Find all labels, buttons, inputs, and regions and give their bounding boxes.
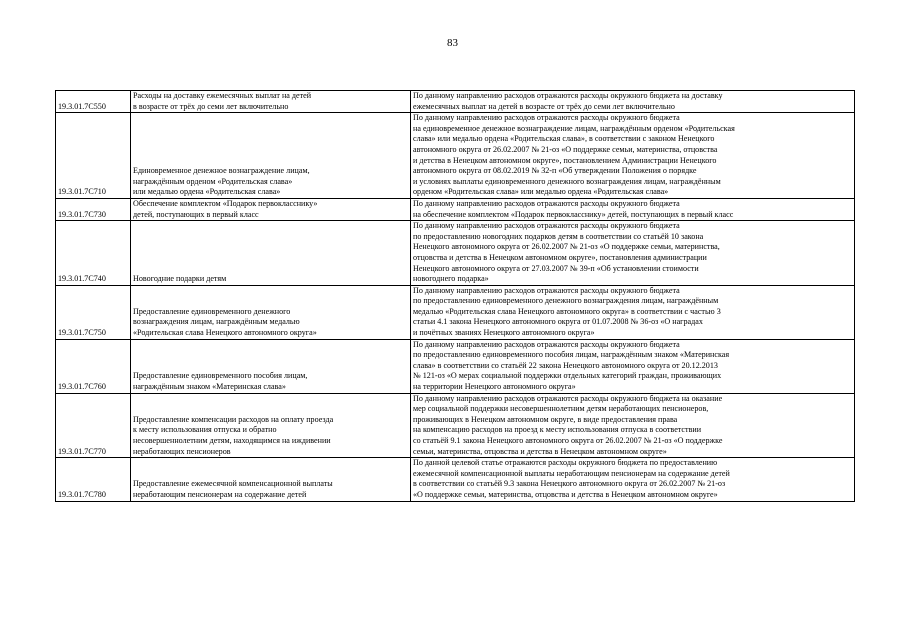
expense-description-line: ежемесячной компенсационной выплаты неработающим пенсионерам на содержание детей — [413, 468, 730, 478]
table-row — [56, 285, 855, 339]
table-row — [56, 91, 855, 113]
expense-description-cell — [411, 91, 855, 113]
table-row — [56, 113, 855, 199]
expense-description-line: на территории Ненецкого автономного округа» — [413, 382, 576, 392]
expense-description-cell — [411, 458, 855, 501]
target-article-code: 19.3.01.7С740 — [56, 221, 131, 286]
expense-description-line: отцовства и детства в Ненецком автономном округе», постановления администрации — [413, 252, 707, 262]
expense-description-line: проживающих в Ненецком автономном округе, в виде предоставления права — [413, 414, 678, 424]
expense-name-line: Предоставление единовременного пособия лицам, — [133, 371, 308, 381]
table-row — [56, 339, 855, 393]
expense-description-line: на единовременное денежное вознаграждение лицам, награждённым орденом «Родительская — [413, 123, 735, 133]
expense-name-line: Новогодние подарки детям — [133, 274, 227, 284]
expense-name-line: к месту использования отпуска и обратно — [133, 425, 277, 435]
expense-description-line: По данному направлению расходов отражаются расходы окружного бюджета — [413, 113, 680, 123]
expense-description-line: «О поддержке семьи, материнства, отцовства и детства в Ненецком автономном округе» — [413, 489, 718, 499]
expense-description-line: в соответствии со статьёй 9.3 закона Ненецкого автономного округа от 26.02.2007 № 21-оз — [413, 479, 726, 489]
expense-name-line: Предоставление ежемесячной компенсационной выплаты — [133, 479, 333, 489]
expense-name-line: Предоставление единовременного денежного — [133, 306, 291, 316]
expense-name-cell — [131, 91, 411, 113]
expense-description-cell — [411, 198, 855, 220]
expense-name-cell — [131, 285, 411, 339]
expense-name-cell — [131, 113, 411, 199]
expense-name-line: награждённым знаком «Материнская слава» — [133, 382, 286, 392]
expense-name-cell — [131, 458, 411, 501]
expense-description-line: по предоставлению единовременного пособия лицам, награждённым знаком «Материнская — [413, 350, 730, 360]
budget-classification-table — [55, 90, 855, 502]
expense-description-line: По данному направлению расходов отражаются расходы окружного бюджета — [413, 339, 680, 349]
expense-name-line: детей, поступающих в первый класс — [133, 209, 259, 219]
expense-name-line: несовершеннолетним детям, находящимся на иждивении — [133, 436, 331, 445]
expense-description-line: По данному направлению расходов отражаются расходы окружного бюджета на доставку — [413, 91, 723, 100]
expense-name-line: «Родительская слава Ненецкого автономного округа» — [133, 328, 317, 338]
target-article-code: 19.3.01.7С780 — [56, 458, 131, 501]
expense-description-line: статьи 4.1 закона Ненецкого автономного округа от 01.07.2008 № 36-оз «О наградах — [413, 317, 703, 327]
table-row — [56, 393, 855, 458]
expense-description-line: со статьёй 9.1 закона Ненецкого автономного округа от 26.02.2007 № 21-оз «О поддержке — [413, 436, 723, 445]
expense-description-line: и почётных званиях Ненецкого автономного округа» — [413, 328, 595, 338]
expense-description-line: медалью «Родительская слава Ненецкого автономного округа» в соответствии с частью 3 — [413, 306, 721, 316]
target-article-code: 19.3.01.7С760 — [56, 339, 131, 393]
expense-description-line: по предоставлению единовременного денежного вознаграждения лицам, награждённым — [413, 296, 719, 306]
expense-description-line: По данной целевой статье отражаются расходы окружного бюджета по предоставлению — [413, 458, 718, 468]
expense-name-line: Предоставление компенсации расходов на оплату проезда — [133, 414, 334, 424]
expense-name-cell — [131, 339, 411, 393]
expense-description-line: новогоднего подарка» — [413, 274, 489, 284]
expense-description-line: По данному направлению расходов отражаются расходы окружного бюджета — [413, 198, 680, 208]
expense-name-line: в возрасте от трёх до семи лет включительно — [133, 101, 289, 111]
expense-description-line: № 121-оз «О мерах социальной поддержки отдельных категорий граждан, проживающих — [413, 371, 722, 381]
expense-name-line: вознаграждения лицам, награждённым медалью — [133, 317, 300, 327]
expense-description-line: автономного округа от 08.02.2019 № 32-п «Об утверждении Положения о порядке — [413, 166, 697, 176]
expense-description-cell — [411, 113, 855, 199]
expense-name-cell — [131, 393, 411, 458]
expense-description-line: слава» или медалью ордена «Родительская слава», в соответствии с законом Ненецкого — [413, 134, 715, 144]
expense-description-line: автономного округа от 26.02.2007 № 21-оз «О поддержке семьи, материнства, отцовства — [413, 144, 718, 154]
expense-name-line: Расходы на доставку ежемесячных выплат на детей — [133, 91, 312, 100]
expense-description-line: Ненецкого автономного округа от 27.03.2007 № 39-п «Об установлении стоимости — [413, 263, 699, 273]
expense-description-line: семьи, материнства, отцовства и детства в Ненецком автономном округе» — [413, 446, 667, 456]
expense-description-cell — [411, 393, 855, 458]
expense-description-line: мер социальной поддержки несовершеннолетним детям неработающих пенсионеров, — [413, 404, 709, 414]
expense-description-line: и условиях выплаты единовременного денежного вознаграждения лицам, награждённым — [413, 176, 721, 186]
expense-description-line: По данному направлению расходов отражаются расходы окружного бюджета — [413, 285, 680, 295]
expense-description-line: По данному направлению расходов отражаются расходы окружного бюджета — [413, 221, 680, 231]
table-row — [56, 198, 855, 220]
expense-description-line: ежемесячных выплат на детей в возрасте от трёх до семи лет включительно — [413, 101, 675, 111]
expense-name-line: Единовременное денежное вознаграждение лицам, — [133, 166, 310, 176]
expense-name-line: Обеспечение комплектом «Подарок первокласснику» — [133, 198, 318, 208]
expense-name-line: награждённым орденом «Родительская слава» — [133, 176, 293, 186]
expense-description-line: орденом «Родительская слава» или медалью ордена «Родительская слава» — [413, 187, 669, 197]
table-row — [56, 458, 855, 501]
expense-name-line: неработающих пенсионеров — [133, 446, 231, 456]
expense-description-line: и детства в Ненецком автономном округе», постановлением Администрации Ненецкого — [413, 155, 717, 165]
target-article-code: 19.3.01.7С750 — [56, 285, 131, 339]
expense-description-line: По данному направлению расходов отражаются расходы окружного бюджета на оказание — [413, 393, 723, 403]
expense-description-cell — [411, 221, 855, 286]
table-row — [56, 221, 855, 286]
expense-name-line: неработающим пенсионерам на содержание детей — [133, 489, 307, 499]
expense-description-line: на обеспечение комплектом «Подарок первокласснику» детей, поступающих в первый класс — [413, 209, 734, 219]
expense-description-cell — [411, 285, 855, 339]
expense-name-cell — [131, 198, 411, 220]
expense-name-line: или медалью ордена «Родительская слава» — [133, 187, 281, 197]
target-article-code: 19.3.01.7С710 — [56, 113, 131, 199]
expense-description-line: на компенсацию расходов на проезд к месту использования отпуска в соответствии — [413, 425, 702, 435]
expense-description-line: по предоставлению новогодних подарков детям в соответствии со статьёй 10 закона — [413, 231, 704, 241]
expense-name-cell — [131, 221, 411, 286]
target-article-code: 19.3.01.7С730 — [56, 198, 131, 220]
expense-description-line: Ненецкого автономного округа от 26.02.2007 № 21-оз «О поддержке семьи, материнства, — [413, 242, 720, 252]
page-number: 83 — [447, 37, 458, 49]
expense-description-line: слава» в соответствии со статьёй 22 закона Ненецкого автономного округа от 20.12.2013 — [413, 360, 718, 370]
target-article-code: 19.3.01.7С550 — [56, 91, 131, 113]
target-article-code: 19.3.01.7С770 — [56, 393, 131, 458]
expense-description-cell — [411, 339, 855, 393]
